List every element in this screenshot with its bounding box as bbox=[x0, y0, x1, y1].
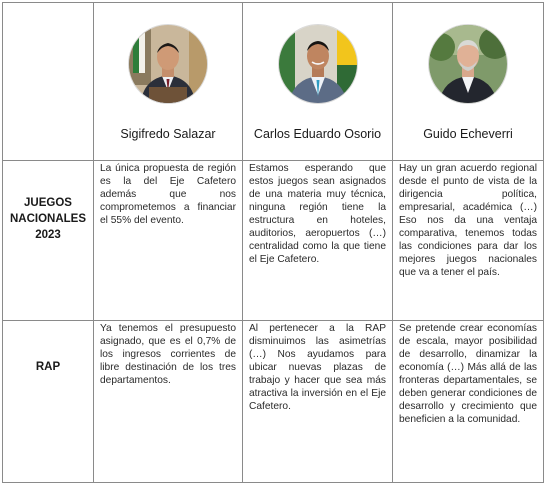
statement-text: La única propuesta de región es la del Eje Cafetero además que nos comprometemos a financiar el 55% del evento. bbox=[100, 163, 236, 226]
portrait-icon bbox=[429, 25, 507, 103]
statement-text: Hay un gran acuerdo regional desde el punto de vista de la dirigencia política, empresarial, académica (…) Eso nos da una ventaja comparativa, tenemos todas las condiciones para dar los mejores juegos nacionales que va a tener el país. bbox=[399, 163, 537, 278]
row-label-cell bbox=[3, 321, 94, 483]
statement-text: Estamos esperando que estos juegos sean asignados de una materia muy técnica, ninguna región tiene la estructura en hoteles, auditorios, aeropuertos (…) centralidad como la que tiene el Eje Cafetero. bbox=[249, 163, 386, 265]
statement-text: Se pretende crear economías de escala, mayor posibilidad de desarrollo, dinamizar la economía (…) Más allá de las fronteras departamentales, se deben generar condiciones de desarrollo y crecimiento que beneficien a la comunidad. bbox=[399, 323, 537, 425]
statement-cell bbox=[243, 161, 393, 321]
header-row bbox=[3, 3, 544, 161]
row-label-cell bbox=[3, 161, 94, 321]
person-header-1 bbox=[94, 3, 243, 161]
statement-text: Al pertenecer a la RAP disminuimos las asimetrías (…) Nos ayudamos para ubicar nuevas plazas de trabajo y hacer que sea más atractiva la inversión en el Eje Cafetero. bbox=[249, 323, 386, 412]
row-label: RAP bbox=[35, 361, 61, 373]
person-name: Carlos Eduardo Osorio bbox=[253, 127, 382, 141]
statement-cell bbox=[94, 161, 243, 321]
statement-text: Ya tenemos el presupuesto asignado, que es el 0,7% de los ingresos corrientes de libre destinación de los tres departamentos. bbox=[100, 323, 236, 386]
statement-cell bbox=[94, 321, 243, 483]
row-label: JUEGOS NACIONALES 2023 bbox=[9, 197, 87, 241]
table-row bbox=[3, 321, 544, 483]
portrait-icon bbox=[279, 25, 357, 103]
comparison-table bbox=[2, 2, 544, 483]
statement-cell bbox=[243, 321, 393, 483]
person-name: Sigifredo Salazar bbox=[120, 127, 216, 141]
person-name: Guido Echeverri bbox=[423, 127, 513, 141]
table-row bbox=[3, 161, 544, 321]
statement-cell bbox=[393, 161, 544, 321]
statement-cell bbox=[393, 321, 544, 483]
portrait-icon bbox=[129, 25, 207, 103]
corner-cell bbox=[3, 3, 94, 161]
person-header-3 bbox=[393, 3, 544, 161]
person-header-2 bbox=[243, 3, 393, 161]
